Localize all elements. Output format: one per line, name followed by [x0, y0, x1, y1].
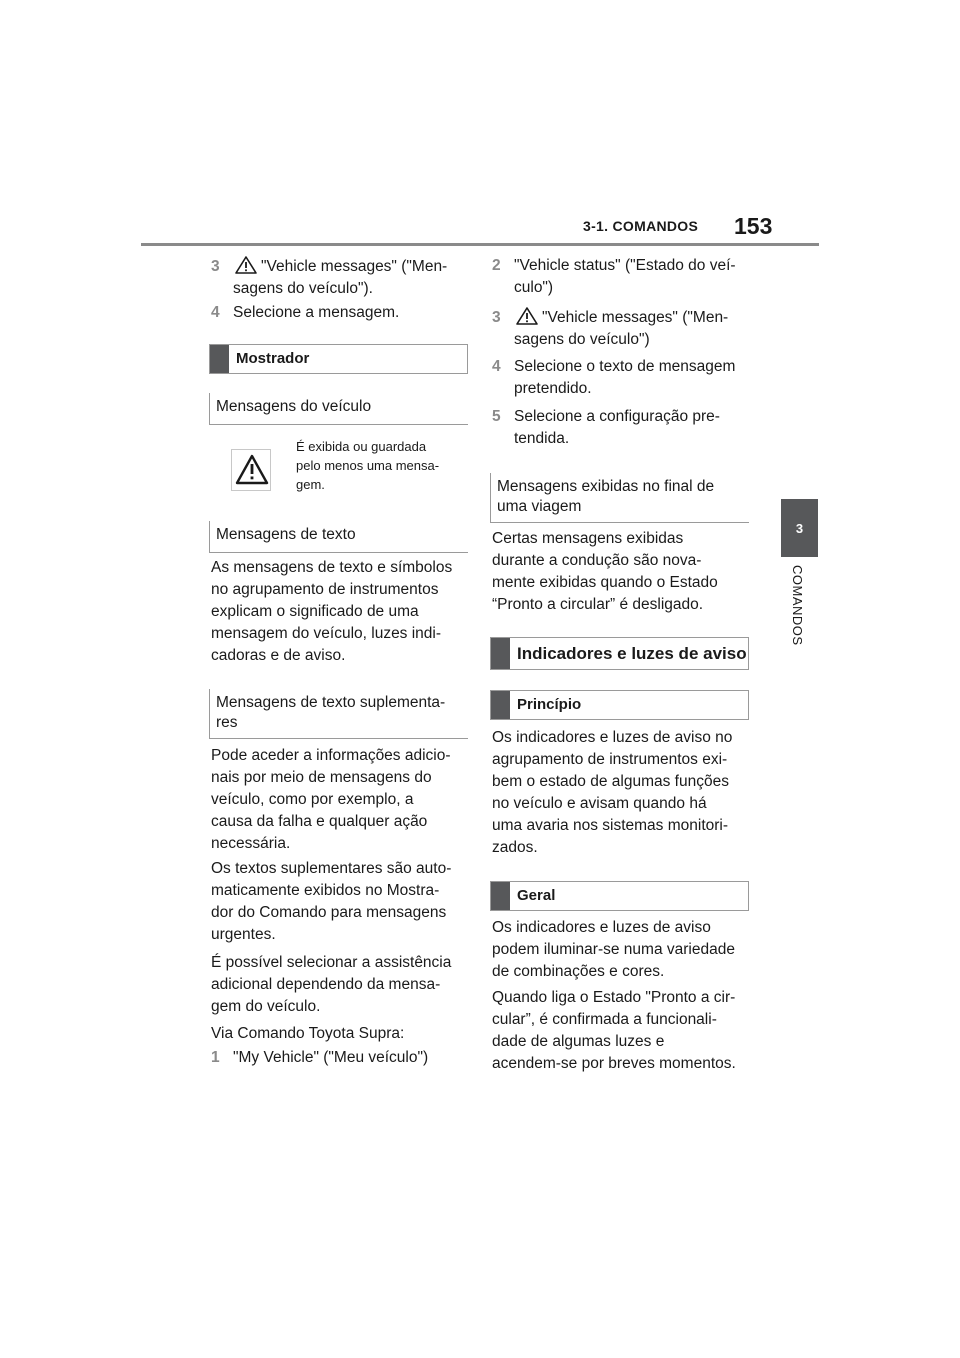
chapter-tab	[781, 499, 818, 557]
text-line: acendem-se por breves momentos.	[492, 1055, 736, 1072]
text-line: bem o estado de algumas funções	[492, 773, 729, 790]
paragraph	[211, 745, 471, 855]
text-line: Pode aceder a informações adicio-	[211, 747, 451, 764]
step-text-cont: pretendido.	[514, 380, 592, 397]
text-line: maticamente exibidos no Mostra-	[211, 882, 440, 899]
chapter-number: 3	[795, 520, 804, 536]
text-line: urgentes.	[211, 926, 276, 943]
text-line: podem iluminar-se numa variedade	[492, 941, 735, 958]
text-line: explicam o significado de uma	[211, 603, 419, 620]
heading-label: Indicadores e luzes de aviso	[517, 644, 747, 663]
step-text: Selecione a configuração pre-	[514, 408, 720, 425]
subhead-line: uma viagem	[497, 498, 582, 515]
heading-bar	[210, 345, 229, 373]
step-text: Selecione a mensagem.	[233, 304, 400, 321]
text-line: durante a condução são nova-	[492, 552, 702, 569]
step-number: 3	[211, 258, 220, 275]
subhead-line: res	[216, 714, 238, 731]
step-1-left	[211, 1047, 471, 1069]
heading-mostrador	[209, 344, 468, 374]
text-line: As mensagens de texto e símbolos	[211, 559, 453, 576]
step-number: 4	[211, 304, 220, 321]
heading-label: Geral	[517, 887, 556, 904]
text-line: mente exibidas quando o Estado	[492, 574, 718, 591]
warning-triangle-icon	[516, 307, 538, 325]
header-divider	[141, 243, 819, 246]
step-number: 1	[211, 1049, 220, 1066]
heading-bar	[491, 638, 510, 669]
text-line: veículo, como por exemplo, a	[211, 791, 414, 808]
chapter-tab-label: COMANDOS	[790, 565, 805, 646]
paragraph	[492, 917, 757, 983]
heading-geral	[490, 881, 749, 911]
paragraph	[211, 952, 471, 1018]
warning-triangle-icon	[235, 256, 257, 274]
text-line: Os indicadores e luzes de aviso	[492, 919, 711, 936]
step-text: Selecione o texto de mensagem	[514, 358, 736, 375]
step-2-right	[492, 255, 757, 299]
text-line: gem do veículo.	[211, 998, 321, 1015]
text-line: Certas mensagens exibidas	[492, 530, 684, 547]
step-text: "Vehicle status" ("Estado do veí-	[514, 257, 736, 274]
text-line: “Pronto a circular” é desligado.	[492, 596, 704, 613]
note-line: pelo menos uma mensa-	[296, 458, 440, 473]
subhead-line: Mensagens de texto suplementa-	[216, 694, 446, 711]
step-text-cont: sagens do veículo")	[514, 331, 650, 348]
note-line: gem.	[296, 477, 325, 492]
text-line: cadoras e de aviso.	[211, 647, 346, 664]
text-line: zados.	[492, 839, 538, 856]
text-line: no agrupamento de instrumentos	[211, 581, 439, 598]
paragraph	[211, 858, 471, 946]
step-number: 5	[492, 408, 501, 425]
text-line: de combinações e cores.	[492, 963, 665, 980]
warning-note	[296, 437, 466, 494]
step-text: "My Vehicle" ("Meu veículo")	[233, 1049, 429, 1066]
step-5-right	[492, 406, 757, 450]
page-number: 153	[734, 213, 773, 239]
text-line: Os textos suplementares são auto-	[211, 860, 452, 877]
text-line: É possível selecionar a assistência	[211, 954, 452, 971]
paragraph	[492, 987, 757, 1075]
paragraph	[492, 528, 757, 616]
section-title: 3-1. COMANDOS	[583, 218, 699, 234]
paragraph	[211, 557, 471, 667]
subhead-supplementary	[209, 689, 468, 739]
note-line: É exibida ou guardada	[296, 439, 427, 454]
subhead-line: Mensagens exibidas no final de	[497, 478, 715, 495]
step-text-cont: sagens do veículo").	[233, 280, 373, 297]
text-line: nais por meio de mensagens do	[211, 769, 432, 786]
subhead-end-of-trip	[490, 473, 749, 523]
step-3-right	[492, 307, 757, 351]
step-text: "Vehicle messages" ("Men-	[261, 258, 448, 275]
warning-icon-cell	[231, 449, 271, 491]
step-number: 2	[492, 257, 501, 274]
text-line: causa da falha e qualquer ação	[211, 813, 428, 830]
warning-triangle-icon	[235, 454, 269, 486]
step-number: 3	[492, 309, 501, 326]
paragraph	[492, 727, 757, 859]
text-line: dor do Comando para mensagens	[211, 904, 447, 921]
step-number: 4	[492, 358, 501, 375]
heading-principio	[490, 690, 749, 720]
heading-label: Mostrador	[236, 350, 310, 367]
text-line: adicional dependendo da mensa-	[211, 976, 441, 993]
text-line: no veículo e avisam quando há	[492, 795, 707, 812]
subhead-vehicle-messages: Mensagens do veículo	[209, 393, 468, 425]
step-text: "Vehicle messages" ("Men-	[542, 309, 729, 326]
subhead-text-messages: Mensagens de texto	[209, 521, 468, 553]
text-line: cular”, é confirmada a funcionali-	[492, 1011, 717, 1028]
heading-bar	[491, 691, 510, 719]
heading-label: Princípio	[517, 696, 582, 713]
text-line: Os indicadores e luzes de aviso no	[492, 729, 733, 746]
step-text-cont: tendida.	[514, 430, 570, 447]
text-line: necessária.	[211, 835, 291, 852]
heading-bar	[491, 882, 510, 910]
text-line: agrupamento de instrumentos exi-	[492, 751, 728, 768]
text-line: dade de algumas luzes e	[492, 1033, 665, 1050]
step-3-left	[211, 256, 471, 300]
text-line: mensagem do veículo, luzes indi-	[211, 625, 442, 642]
step-4-right	[492, 356, 757, 400]
step-text-cont: culo")	[514, 279, 554, 296]
text-line: Quando liga o Estado "Pronto a cir-	[492, 989, 736, 1006]
step-4-left	[211, 302, 471, 324]
text-line: uma avaria nos sistemas monitori-	[492, 817, 729, 834]
paragraph: Via Comando Toyota Supra:	[211, 1025, 405, 1042]
heading-warning-lights	[490, 637, 749, 670]
